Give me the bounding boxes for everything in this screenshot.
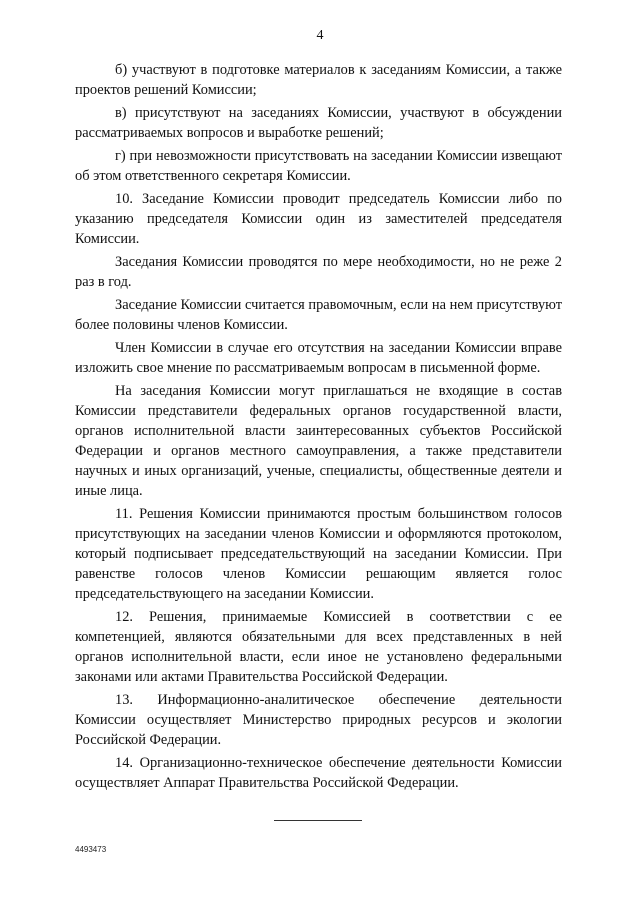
page-number: 4 [316, 28, 324, 43]
paragraph-10: 10. Заседание Комиссии проводит председатель Комиссии либо по указанию председателя Комиссии один из заместителей председателя Комиссии. [75, 191, 562, 247]
paragraph-13: 13. Информационно-аналитическое обеспечение деятельности Комиссии осуществляет Министерство природных ресурсов и экологии Российской Федерации. [75, 692, 562, 748]
paragraph-quorum: Заседание Комиссии считается правомочным, если на нем присутствуют более половины членов Комиссии. [75, 297, 562, 333]
paragraph-b: б) участвуют в подготовке материалов к заседаниям Комиссии, а также проектов решений Комиссии; [75, 62, 562, 98]
paragraph-meeting-frequency: Заседания Комиссии проводятся по мере необходимости, но не реже 2 раз в год. [75, 254, 562, 290]
paragraph-written-opinion: Член Комиссии в случае его отсутствия на заседании Комиссии вправе изложить свое мнение по рассматриваемым вопросам в письменной форме. [75, 340, 562, 376]
paragraph-v: в) присутствуют на заседаниях Комиссии, участвуют в обсуждении рассматриваемых вопросов и выработке решений; [75, 105, 562, 141]
paragraph-g: г) при невозможности присутствовать на заседании Комиссии извещают об этом ответственного секретаря Комиссии. [75, 148, 562, 184]
paragraph-12: 12. Решения, принимаемые Комиссией в соответствии с ее компетенцией, являются обязательными для всех представленных в ней органов исполнительной власти, если иное не установлено федеральными законами или актами Правительства Российской Федерации. [75, 609, 562, 685]
end-divider [274, 820, 362, 821]
paragraph-invitees: На заседания Комиссии могут приглашаться не входящие в состав Комиссии представители федеральных органов государственной власти, органов исполнительной власти заинтересованных субъектов Российской Федерации и органов местного самоуправления, а также представители научных и иных организаций, ученые, специалисты, общественные деятели и иные лица. [75, 383, 562, 499]
paragraph-14: 14. Организационно-техническое обеспечение деятельности Комиссии осуществляет Аппарат Правительства Российской Федерации. [75, 755, 562, 791]
document-body [75, 60, 562, 796]
paragraph-11: 11. Решения Комиссии принимаются простым большинством голосов присутствующих на заседании членов Комиссии и оформляются протоколом, который подписывает председательствующий на заседании Комиссии. При равенстве голосов членов Комиссии решающим является голос председательствующего на заседании Комиссии. [75, 506, 562, 602]
document-code: 4493473 [75, 845, 107, 854]
